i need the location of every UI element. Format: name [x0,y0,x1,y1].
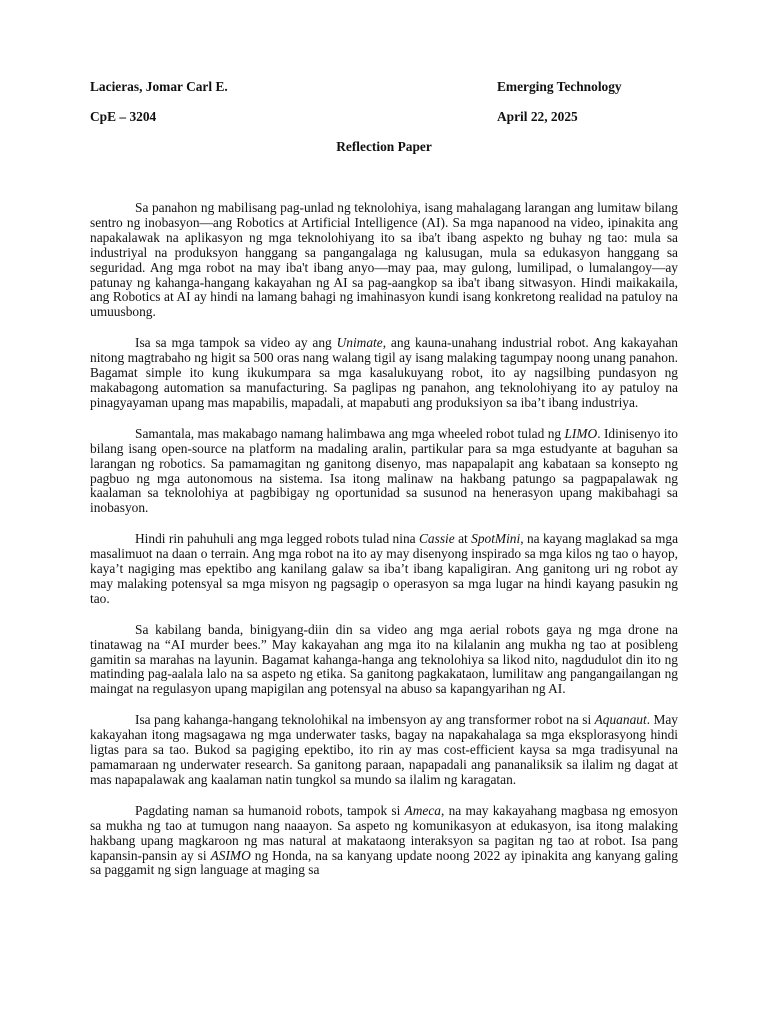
emphasized-text: Unimate [336,335,383,351]
body-paragraph [90,427,678,516]
paragraph-text: ng Honda, na sa kanyang update noong 2022 ay ipinakita ang kanyang galing sa paggamit ng sign language at maging sa [90,847,678,878]
paragraph-text: Isa sa mga tampok sa video ay ang [135,335,337,351]
paragraph-text: . May kakayahan itong magsagawa ng mga underwater tasks, bagay na napakahalaga sa mga eksplorasyong hindi ligtas para sa tao. Bukod sa pagiging epektibo, ito rin ay mas cost-efficient kaysa sa mga tradisyunal na pamamaraan ng underwater research. Sa ganitong paraan, napapadali ang pananaliksik sa ilalim ng dagat at mas napapalawak ang kaalaman natin tungkol sa mundo sa ilalim ng karagatan. [90,712,678,787]
paragraph-text: Isa pang kahanga-hangang teknolohikal na imbensyon ay ang transformer robot na si [135,712,595,728]
paragraph-text: , na may kakayahang magbasa ng emosyon sa mukha ng tao at tumugon nang naaayon. Sa aspeto ng komunikasyon at edukasyon, isa itong malaking hakbang upang magkaroon ng mas natural at makataong interaksyon sa pagitan ng tao at robot. Isa pang kapansin-pansin ay si [90,802,678,863]
paragraph-text: , na kayang maglakad sa mga masalimuot na daan o terrain. Ang mga robot na ito ay may disenyong inspirado sa mga kilos ng tao o hayop, kaya’t nagiging mas epektibo ang kanilang galaw sa iba’t ibang kapaligiran. Ang ganitong uri ng robot ay may malaking potensyal sa mga misyon ng pagsagip o operasyon sa mga lugar na hindi kayang pasukin ng tao. [90,531,679,606]
paragraph-text: . Idinisenyo ito bilang isang open-source na platform na madaling aralin, partikular para sa mga estudyante at baguhan sa larangan ng robotics. Sa pamamagitan ng ganitong disenyo, mas napapalapit ang kabataan sa konsepto ng pagbuo ng mga autonomous na sistema. Isa itong malinaw na hakbang patungo sa pagpapalawak ng kaalaman sa teknolohiya at pagbibigay ng oportunidad sa susunod na henerasyon upang makibahagi sa inobasyon. [90,425,678,516]
paragraph-text: Sa panahon ng mabilisang pag-unlad ng teknolohiya, isang mahalagang larangan ang lumitaw bilang sentro ng inobasyon—ang Robotics at Artificial Intelligence (AI). Sa mga napanood na video, ipinakita ang napakalawak na aplikasyon ng mga teknolohiyang ito sa iba't ibang aspekto ng buhay ng tao: mula sa industriyal na produksyon hanggang sa pangangalaga ng kalusugan, mula sa edukasyon hanggang sa seguridad. Ang mga robot na may iba't ibang anyo—may paa, may gulong, lumilipad, o lumalangoy—ay patunay ng kahanga-hangang kakayahan ng AI sa pag-aangkop sa iba't ibang sitwasyon. Hindi maikakaila, ang Robotics at AI ay hindi na lamang bahagi ng imahinasyon kundi isang konkretong realidad na patuloy na umuusbong. [90,200,678,320]
paragraph-text: Samantala, mas makabago namang halimbawa ang mga wheeled robot tulad ng [135,425,565,441]
document-body [90,201,678,894]
section-code: CpE – 3204 [90,109,157,124]
paragraph-text: Pagdating naman sa humanoid robots, tampok si [135,802,405,818]
author-name: Lacieras, Jomar Carl E. [90,79,228,94]
emphasized-text: Cassie [418,531,455,547]
paragraph-text: Sa kabilang banda, binigyang-diin din sa video ang mga aerial robots gaya ng mga drone na tinatawag na “AI murder bees.” May kakayahan ang mga ito na kilalanin ang mukha ng tao at posibleng gamitin sa marahas na layunin. Bagamat kahanga-hanga ang teknolohiya sa likod nito, nagdudulot din ito ng matinding pag-aalala lalo na sa aspeto ng etika. Sa ganitong pagkakataon, lumilitaw ang pangangailangan ng maingat na regulasyon upang mapigilan ang potensyal na abuso sa kapangyarihan ng AI. [90,621,678,697]
paragraph-text: at [454,531,472,547]
emphasized-text: ASIMO [210,847,251,863]
course-name: Emerging Technology [497,79,622,94]
body-paragraph [90,804,678,879]
emphasized-text: Ameca [404,802,441,818]
body-paragraph [90,336,678,411]
document-title: Reflection Paper [336,139,432,154]
emphasized-text: LIMO [564,425,598,441]
paragraph-text: Hindi rin pahuhuli ang mga legged robots tulad nina [135,531,419,547]
body-paragraph [90,623,678,698]
emphasized-text: SpotMini [471,531,521,547]
body-paragraph [90,713,678,788]
body-paragraph [90,532,678,607]
document-date: April 22, 2025 [497,109,578,124]
emphasized-text: Aquanaut [594,712,647,728]
body-paragraph [90,201,678,320]
paragraph-text: , ang kauna-unahang industrial robot. Ang kakayahan nitong magtrabaho ng higit sa 500 oras nang walang tigil ay isang malaking tagumpay noong unang panahon. Bagamat simple ito kung ikukumpara sa mga kasalukuyang robot, ito ay nagsilbing pundasyon ng makabagong automation sa manufacturing. Sa paglipas ng panahon, ang teknolohiyang ito ay patuloy na pinagyayaman upang mas mapabilis, mapadali, at mapabuti ang produksiyon sa iba’t ibang industriya. [90,335,678,410]
